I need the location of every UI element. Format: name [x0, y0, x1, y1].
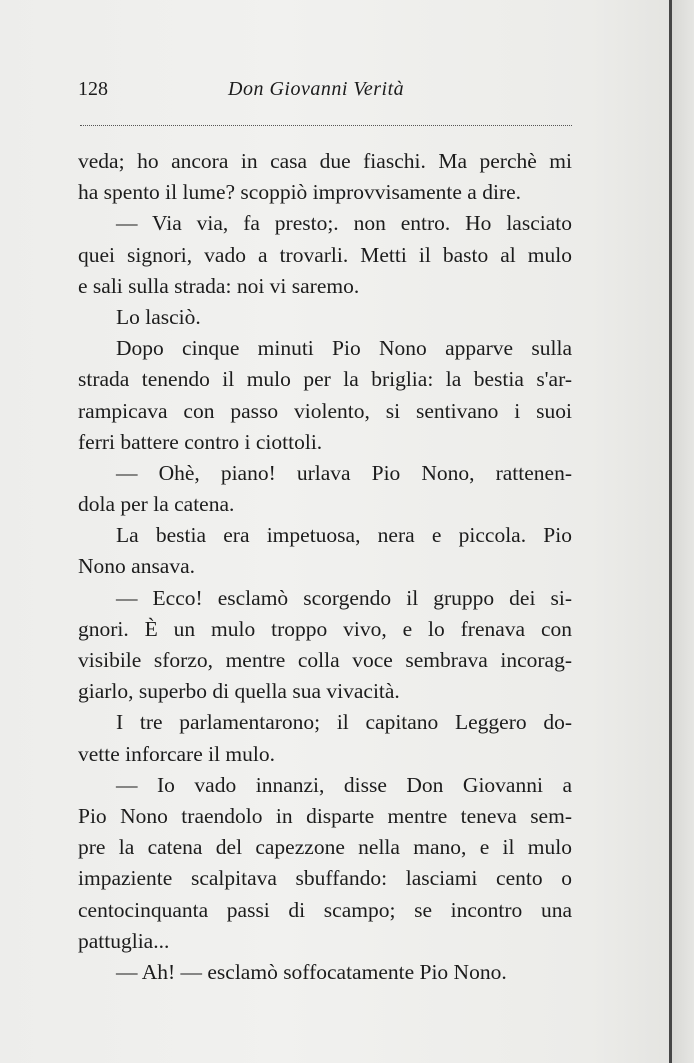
text-line: visibile sforzo, mentre colla voce sembrava incorag- [78, 648, 572, 672]
page-edge-shadow [672, 0, 694, 1063]
text-line: rampicava con passo violento, si sentivano i suoi [78, 398, 572, 423]
text-line: impaziente scalpitava sbuffando: lasciami cento o [78, 866, 572, 891]
text-line: Pio Nono traendolo in disparte mentre teneva sem- [78, 803, 572, 828]
text-line: I tre parlamentarono; il capitano Leggero do- [116, 710, 572, 735]
body-text [78, 146, 572, 988]
text-line: centocinquanta passi di scampo; se incontro una [78, 897, 572, 922]
text-line: Lo lasciò. [116, 304, 201, 329]
page-number: 128 [78, 78, 108, 100]
text-line: giarlo, superbo di quella sua vivacità. [78, 679, 400, 704]
text-line: ha spento il lume? scoppiò improvvisamente a dire. [78, 180, 522, 205]
header-rule [80, 125, 572, 126]
text-line: strada tenendo il mulo per la briglia: la bestia s'ar- [78, 367, 572, 392]
text-line: — Ah! — esclamò soffocatamente Pio Nono. [116, 959, 507, 984]
text-line: e sali sulla strada: noi vi saremo. [78, 273, 360, 298]
text-line: dola per la catena. [78, 492, 235, 517]
text-line: ferri battere contro i ciottoli. [78, 429, 323, 454]
text-line: La bestia era impetuosa, nera e piccola. Pio [116, 523, 572, 548]
text-line: Nono ansava. [78, 554, 196, 579]
page-header [78, 78, 572, 108]
text-line: — Ohè, piano! urlava Pio Nono, rattenen- [116, 460, 572, 485]
text-line: pre la catena del capezzone nella mano, e il mulo [78, 835, 572, 860]
text-line: — Io vado innanzi, disse Don Giovanni a [116, 772, 572, 797]
text-line: gnori. È un mulo troppo vivo, e lo frenava con [78, 616, 572, 641]
text-line: vette inforcare il mulo. [78, 741, 276, 766]
text-line: — Ecco! esclamò scorgendo il gruppo dei si- [116, 585, 572, 610]
text-line: — Via via, fa presto;. non entro. Ho lasciato [116, 211, 572, 236]
text-line: quei signori, vado a trovarli. Metti il basto al mulo [78, 242, 572, 267]
text-line: Dopo cinque minuti Pio Nono apparve sulla [116, 336, 572, 361]
running-title: Don Giovanni Verità [228, 78, 405, 100]
page-edge-line [669, 0, 672, 1063]
text-line: pattuglia... [78, 928, 170, 953]
text-line: veda; ho ancora in casa due fiaschi. Ma perchè mi [78, 149, 572, 173]
